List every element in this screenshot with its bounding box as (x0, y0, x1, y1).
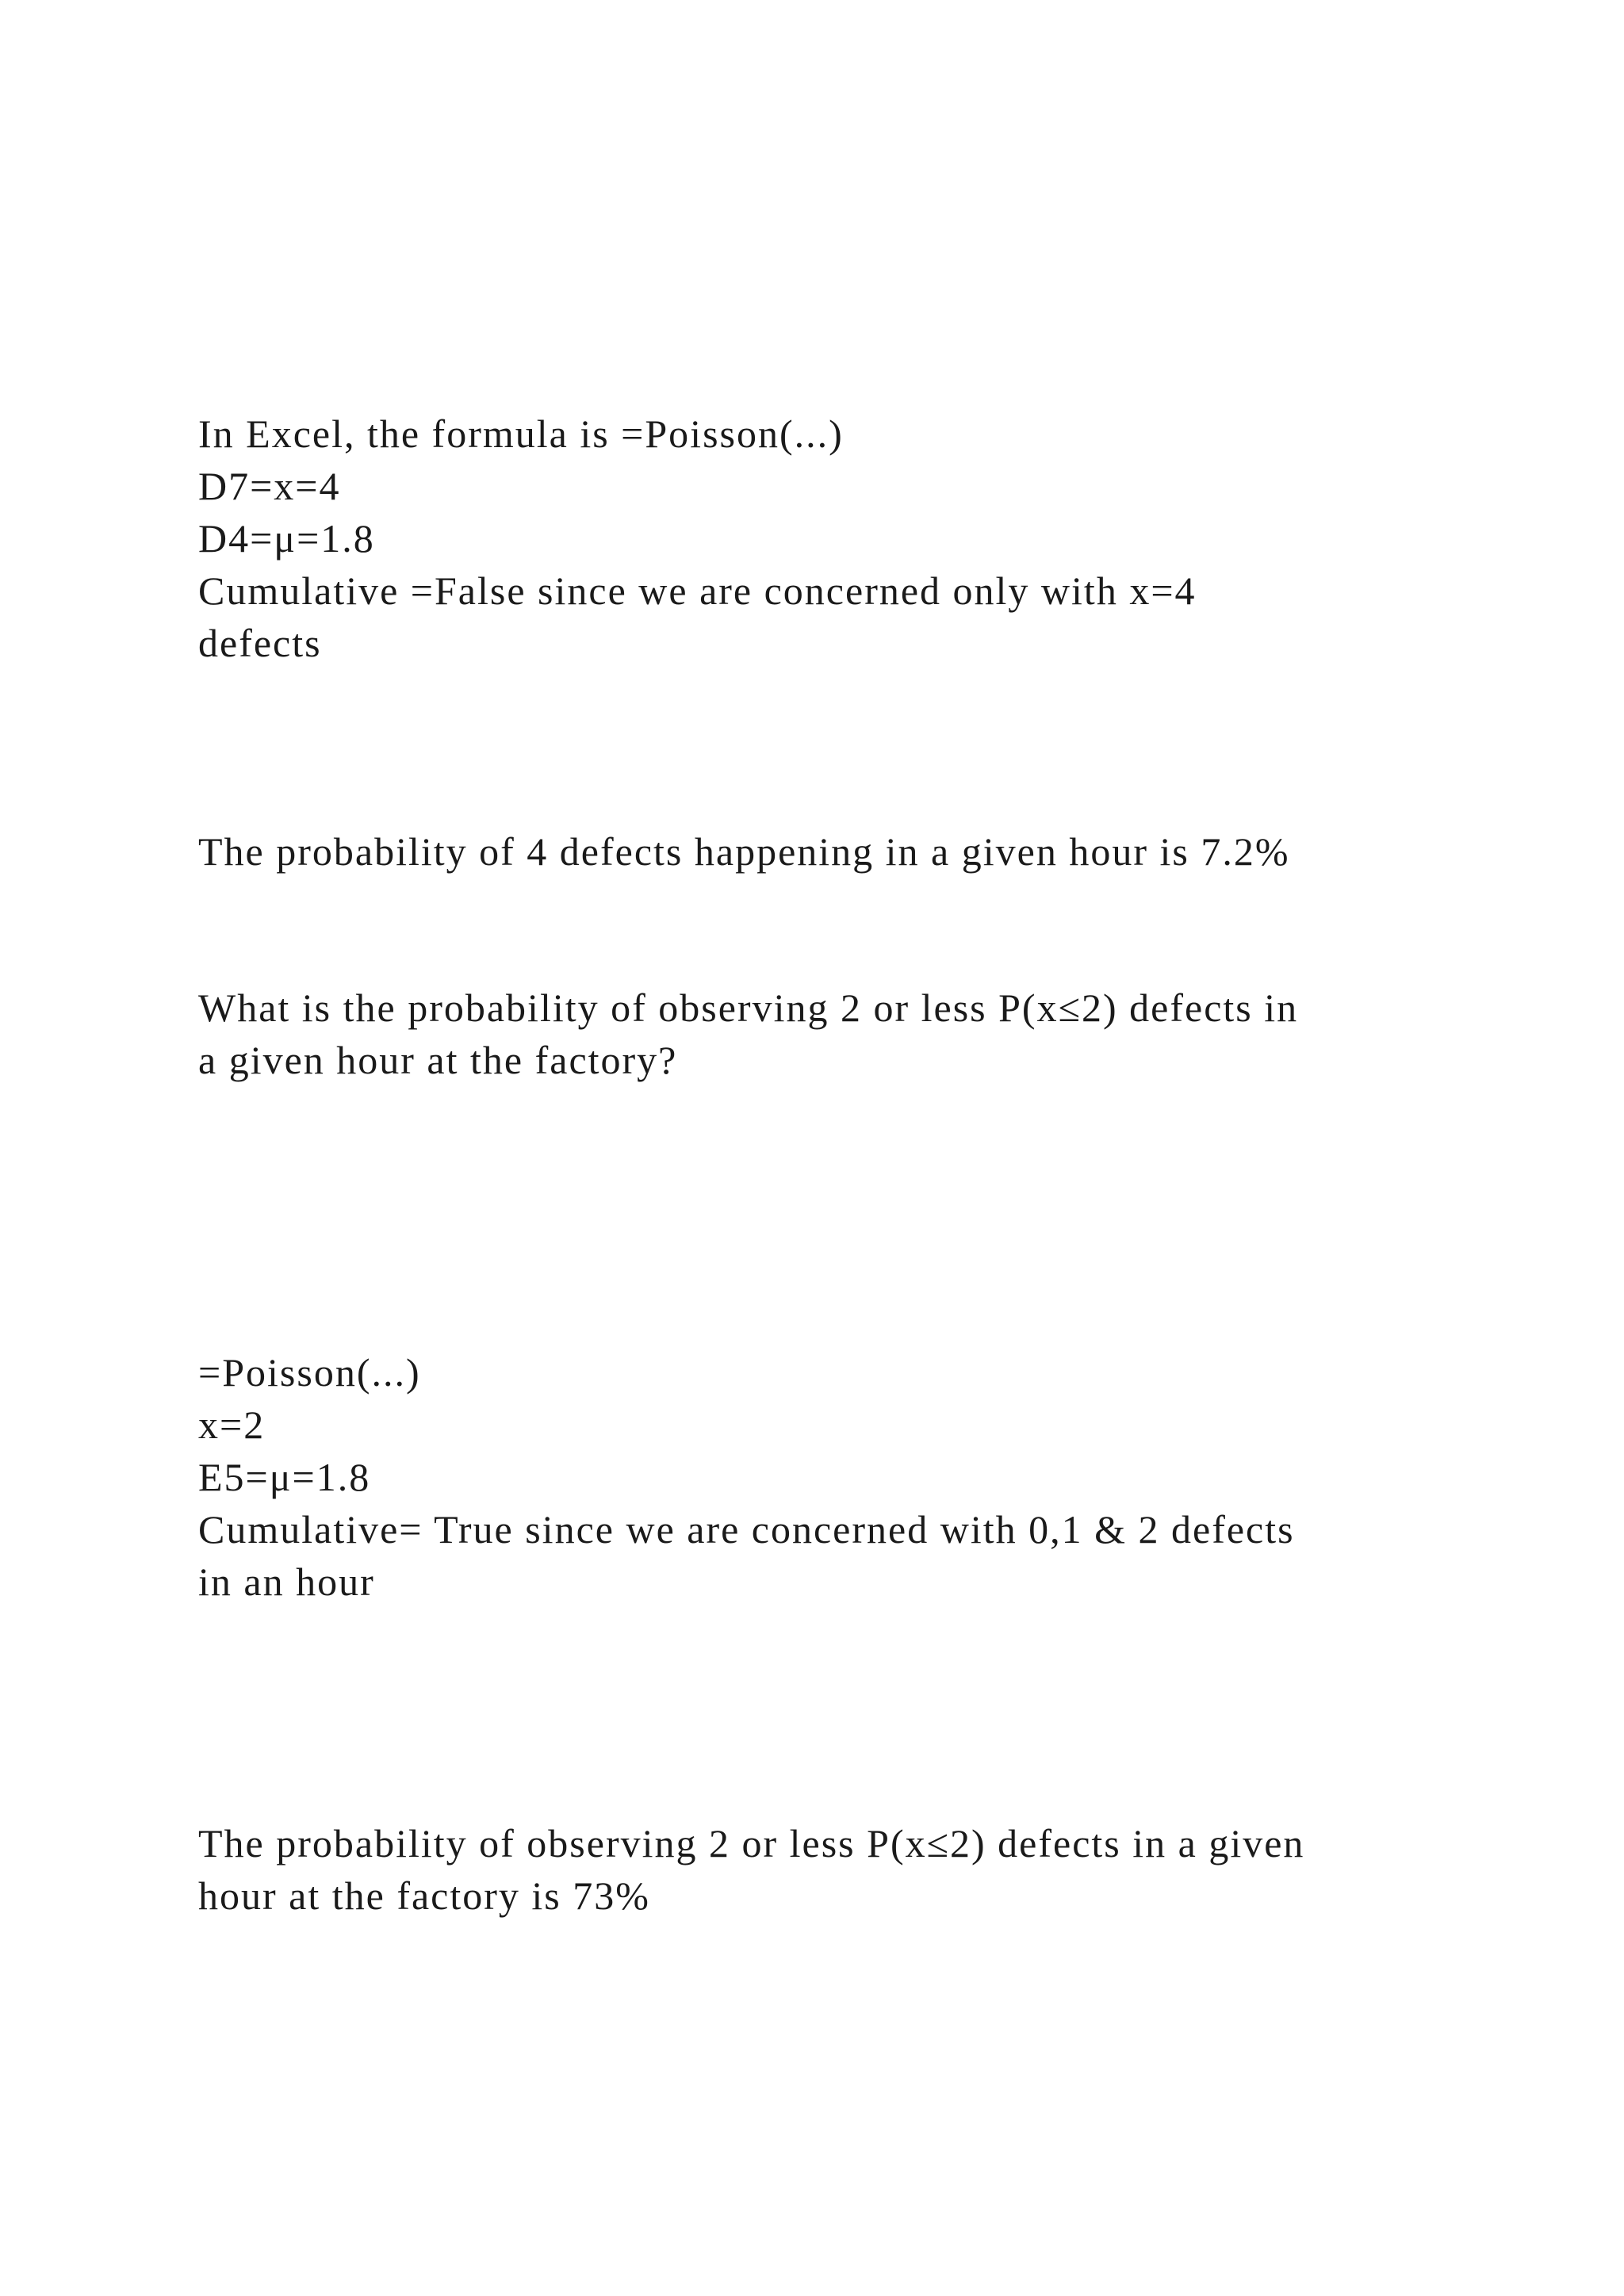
question (198, 982, 1467, 1086)
text-line: The probability of 4 defects happening in a given hour is 7.2% (198, 829, 1290, 874)
excel-formula-explanation (198, 408, 1467, 669)
text-line: Cumulative =False since we are concerned only with x=4 (198, 568, 1197, 613)
text-line: What is the probability of observing 2 or less P(x≤2) defects in (198, 985, 1299, 1030)
text-line: In Excel, the formula is =Poisson(...) (198, 411, 844, 456)
text-line: Cumulative= True since we are concerned with 0,1 & 2 defects (198, 1507, 1295, 1552)
probability-result-2 (198, 1817, 1467, 1922)
text-line: The probability of observing 2 or less P(x≤2) defects in a given (198, 1821, 1305, 1866)
probability-result-1 (198, 825, 1467, 878)
text-line: E5=μ=1.8 (198, 1455, 371, 1499)
text-line: =Poisson(...) (198, 1350, 421, 1395)
text-line: defects (198, 621, 322, 665)
text-line: x=2 (198, 1402, 266, 1447)
poisson-formula-explanation (198, 1346, 1467, 1608)
text-line: D4=μ=1.8 (198, 516, 375, 561)
text-line: in an hour (198, 1559, 375, 1604)
text-line: D7=x=4 (198, 464, 341, 508)
text-line: a given hour at the factory? (198, 1038, 678, 1082)
text-line: hour at the factory is 73% (198, 1873, 650, 1918)
